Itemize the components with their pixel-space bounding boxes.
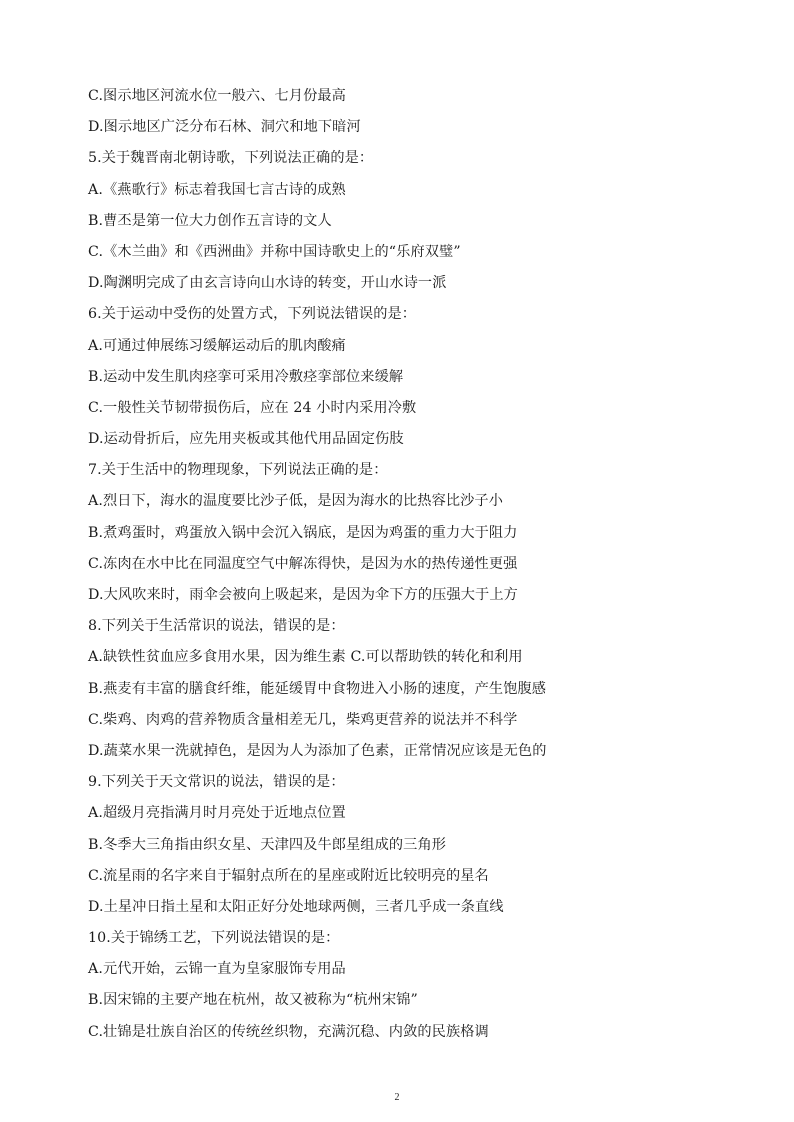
option-line: C.壮锦是壮族自治区的传统丝织物，充满沉稳、内敛的民族格调 — [88, 1023, 489, 1040]
document-body — [88, 84, 728, 1051]
option-line: C.柴鸡、肉鸡的营养物质含量相差无几，柴鸡更营养的说法并不科学 — [88, 711, 518, 728]
option-line: C.一般性关节韧带损伤后，应在 24 小时内采用冷敷 — [88, 399, 417, 416]
option-line: A.缺铁性贫血应多食用水果，因为维生素 C.可以帮助铁的转化和利用 — [88, 649, 523, 666]
option-line: B.冬季大三角指由织女星、天津四及牛郎星组成的三角形 — [88, 836, 447, 853]
option-line: A.元代开始，云锦一直为皇家服饰专用品 — [88, 961, 346, 978]
question-stem: 7.关于生活中的物理现象，下列说法正确的是： — [88, 462, 388, 479]
question-stem: 8.下列关于生活常识的说法，错误的是： — [88, 618, 345, 635]
option-line: D.蔬菜水果一洗就掉色，是因为人为添加了色素，正常情况应该是无色的 — [88, 742, 547, 759]
option-line: D.土星冲日指土星和太阳正好分处地球两侧，三者几乎成一条直线 — [88, 898, 504, 915]
question-stem: 6.关于运动中受伤的处置方式，下列说法错误的是： — [88, 306, 417, 323]
option-line: C.《木兰曲》和《西洲曲》并称中国诗歌史上的“乐府双璧” — [88, 243, 461, 260]
question-stem: 5.关于魏晋南北朝诗歌，下列说法正确的是： — [88, 150, 374, 167]
text-line: C.图示地区河流水位一般六、七月份最高 — [88, 88, 346, 104]
option-line: D.运动骨折后，应先用夹板或其他代用品固定伤肢 — [88, 431, 404, 448]
option-line: A.超级月亮指满月时月亮处于近地点位置 — [88, 805, 346, 822]
option-line: B.曹丕是第一位大力创作五言诗的文人 — [88, 212, 332, 229]
option-line: C.流星雨的名字来自于辐射点所在的星座或附近比较明亮的星名 — [88, 867, 489, 884]
text-line: D.图示地区广泛分布石林、洞穴和地下暗河 — [88, 119, 361, 136]
option-line: A.烈日下，海水的温度要比沙子低，是因为海水的比热容比沙子小 — [88, 493, 504, 510]
option-line: B.运动中发生肌肉痉挛可采用冷敷痉挛部位来缓解 — [88, 368, 404, 385]
question-stem: 9.下列关于天文常识的说法，错误的是： — [88, 774, 345, 791]
option-line: A.《燕歌行》标志着我国七言古诗的成熟 — [88, 181, 346, 198]
page-number: 2 — [394, 1092, 400, 1103]
option-line: C.冻肉在水中比在同温度空气中解冻得快，是因为水的热传递性更强 — [88, 555, 518, 572]
option-line: B.燕麦有丰富的膳食纤维，能延缓胃中食物进入小肠的速度，产生饱腹感 — [88, 680, 547, 697]
option-line: B.因宋锦的主要产地在杭州，故又被称为“杭州宋锦” — [88, 992, 418, 1009]
question-stem: 10.关于锦绣工艺，下列说法错误的是： — [88, 930, 340, 947]
option-line: D.大风吹来时，雨伞会被向上吸起来，是因为伞下方的压强大于上方 — [88, 587, 518, 603]
option-line: A.可通过伸展练习缓解运动后的肌肉酸痛 — [88, 337, 346, 354]
option-line: D.陶渊明完成了由玄言诗向山水诗的转变，开山水诗一派 — [88, 275, 447, 292]
option-line: B.煮鸡蛋时，鸡蛋放入锅中会沉入锅底，是因为鸡蛋的重力大于阻力 — [88, 524, 518, 541]
